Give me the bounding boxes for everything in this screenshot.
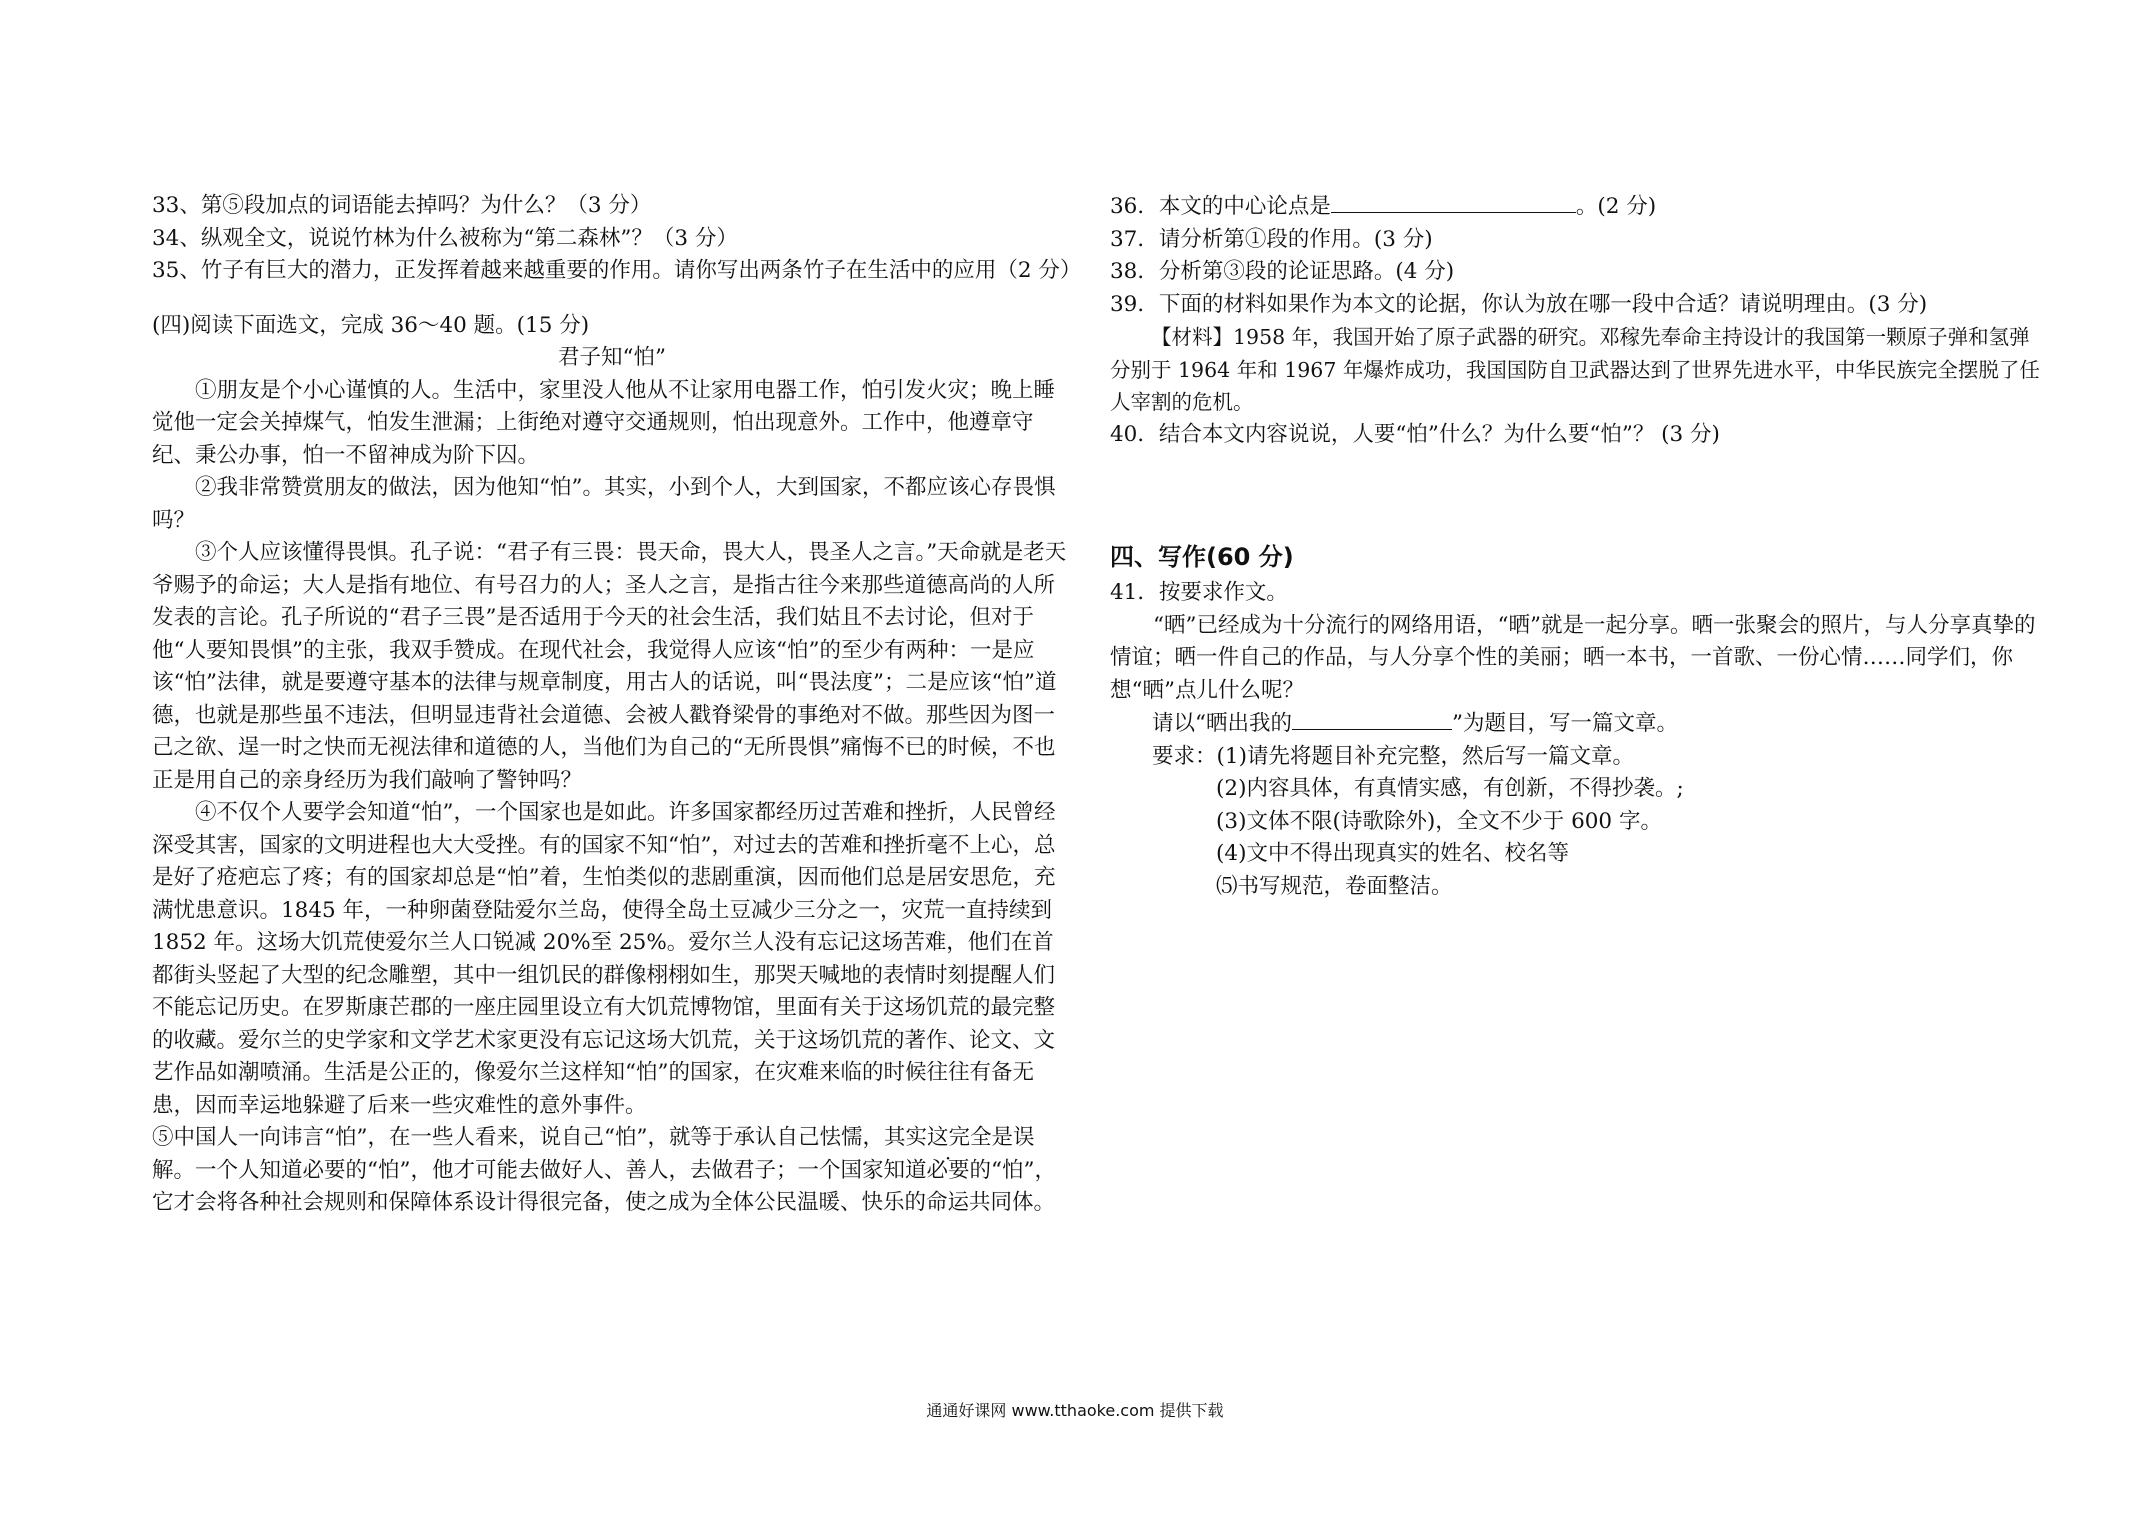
section-four-heading: (四)阅读下面选文，完成 36～40 题。(15 分) [152,312,590,338]
essay-paragraph-3: ③个人应该懂得畏惧。孔子说：“君子有三畏：畏天命，畏大人，畏圣人之言。”天命就是老天爷赐予的命运；大人是指有地位、有号召力的人；圣人之言，是指古往今来那些道德高尚的人所发表的言论。孔子所说的“君子三畏”是否适用于今天的社会生活，我们姑且不去讨论，但对于他“人要知畏惧”的主张，我双手赞成。在现代社会，我觉得人应该“怕”的至少有两种：一是应该“怕”法律，就是要遵守基本的法律与规章制度，用古人的话说，叫“畏法度”；二是应该“怕”道德，也就是那些虽不违法，但明显违背社会道德、会被人戳脊梁骨的事绝对不做。那些因为图一己之欲、逞一时之快而无视法律和道德的人，当他们为自己的“无所畏惧”痛悔不已的时候，不也正是用自己的亲身经历为我们敲响了警钟吗？ [152,540,1067,793]
requirement-2: (2)内容具体，有真情实感，有创新，不得抄袭。; [1216,776,1684,801]
essay-paragraph-1: ①朋友是个小心谨慎的人。生活中，家里没人他从不让家用电器工作，怕引发火灾；晚上睡觉他一定会关掉煤气，怕发生泄漏；上街绝对遵守交通规则，怕出现意外。工作中，他遵章守纪、秉公办事，怕一不留神成为阶下囚。 [152,377,1056,468]
question-37: 37．请分析第①段的作用。(3 分) [1110,226,1433,252]
requirement-1-text: (1)请先将题目补充完整，然后写一篇文章。 [1216,743,1634,769]
question-39: 39．下面的材料如果作为本文的论据，你认为放在哪一段中合适？请说明理由。(3 分) [1110,291,1928,317]
left-column [152,190,1082,1220]
page-footer: 通通好课网 www.tthaoke.com 提供下载 [926,1401,1224,1420]
question-35: 35、竹子有巨大的潜力，正发挥着越来越重要的作用。请你写出两条竹子在生活中的应用（2 分） [152,258,1082,283]
writing-prompt: “晒”已经成为十分流行的网络用语，“晒”就是一起分享。晒一张聚会的照片，与人分享真挚的情谊；晒一件自己的作品，与人分享个性的美丽；晒一本书，一首歌、一份心情……同学们，你想“晒”点儿什么呢？ [1110,612,2036,703]
essay-paragraph-4: ④不仅个人要学会知道“怕”，一个国家也是如此。许多国家都经历过苦难和挫折，人民曾经深受其害，国家的文明进程也大大受挫。有的国家不知“怕”，对过去的苦难和挫折毫不上心，总是好了疮疤忘了疼；有的国家却总是“怕”着，生怕类似的悲剧重演，因而他们总是居安思危，充满忧患意识。1845 年，一种卵菌登陆爱尔兰岛，使得全岛土豆减少三分之一，灾荒一直持续到 1852 年。这场大饥荒使爱尔兰人口锐减 20%至 25%。爱尔兰人没有忘记这场苦难，他们在首都街头竖起了大型的纪念雕塑，其中一组饥民的群像栩栩如生，那哭天喊地的表情时刻提醒人们不能忘记历史。在罗斯康芒郡的一座庄园里设立有大饥荒博物馆，里面有关于这场饥荒的最完整的收藏。爱尔兰的史学家和文学艺术家更没有忘记这场大饥荒，关于这场饥荒的著作、论文、文艺作品如潮喷涌。生活是公正的，像爱尔兰这样知“怕”的国家，在灾难来临的时候往往有备无患，因而幸运地躲避了后来一些灾难性的意外事件。 [152,800,1056,1118]
writing-section-heading: 四、写作(60 分) [1110,543,1294,571]
topic-blank [1292,707,1452,730]
question-33: 33、第⑤段加点的词语能去掉吗？为什么？（3 分） [152,193,652,218]
paragraph-5-text-a: ⑤中国人一向讳言“怕”，在一些人看来，说自己“怕”，就等于承认自己怯懦，其实这完全是误解。一个人知道必要的“怕”，他才可能去做好人、善人，去做君子；一个国家知道 [152,1125,1035,1183]
question-36-score: 。(2 分) [1575,194,1657,219]
question-34: 34、纵观全文，说说竹林为什么被称为“第二森林”？（3 分） [152,225,738,251]
dotted-word: 必要 [926,1157,970,1183]
topic-text-a: 请以“晒出我的 [1152,711,1292,736]
writing-topic [1110,707,2040,741]
requirement-label: 要求： [1152,743,1217,769]
requirement-1 [1110,741,2040,774]
answer-blank-36 [1331,190,1576,213]
spacer [1110,451,2040,537]
right-column [1110,190,2040,903]
topic-text-b: ”为题目，写一篇文章。 [1452,711,1678,736]
question-40: 40．结合本文内容说说，人要“怕”什么？为什么要“怕”？ (3 分) [1110,421,1720,447]
requirement-3: (3)文体不限(诗歌除外)，全文不少于 600 字。 [1216,808,1662,834]
paragraph-5-text-b: 的“怕”，它才会将各种社会规则和保障体系设计得很完备，使之成为全体公民温暖、快乐的命运共同体。 [152,1157,1056,1215]
question-38: 38．分析第③段的论证思路。(4 分) [1110,259,1455,284]
requirement-4: (4)文中不得出现真实的姓名、校名等 [1216,841,1569,866]
question-36 [1110,190,2040,224]
material-quote: 【材料】1958 年，我国开始了原子武器的研究。邓稼先奉命主持设计的我国第一颗原子弹和氢弹分别于 1964 年和 1967 年爆炸成功，我国国防自卫武器达到了世界先进水平，中华民族完全摆脱了任人宰割的危机。 [1110,325,2040,414]
essay-title: 君子知“怕” [558,345,666,370]
essay-paragraph-2: ②我非常赞赏朋友的做法，因为他知“怕”。其实，小到个人，大到国家，不都应该心存畏惧吗？ [152,475,1056,533]
requirement-5: ⑸书写规范，卷面整洁。 [1216,873,1453,899]
essay-paragraph-5 [152,1122,1072,1220]
question-36-text: 36．本文的中心论点是 [1110,194,1331,219]
question-41: 41．按要求作文。 [1110,580,1288,605]
